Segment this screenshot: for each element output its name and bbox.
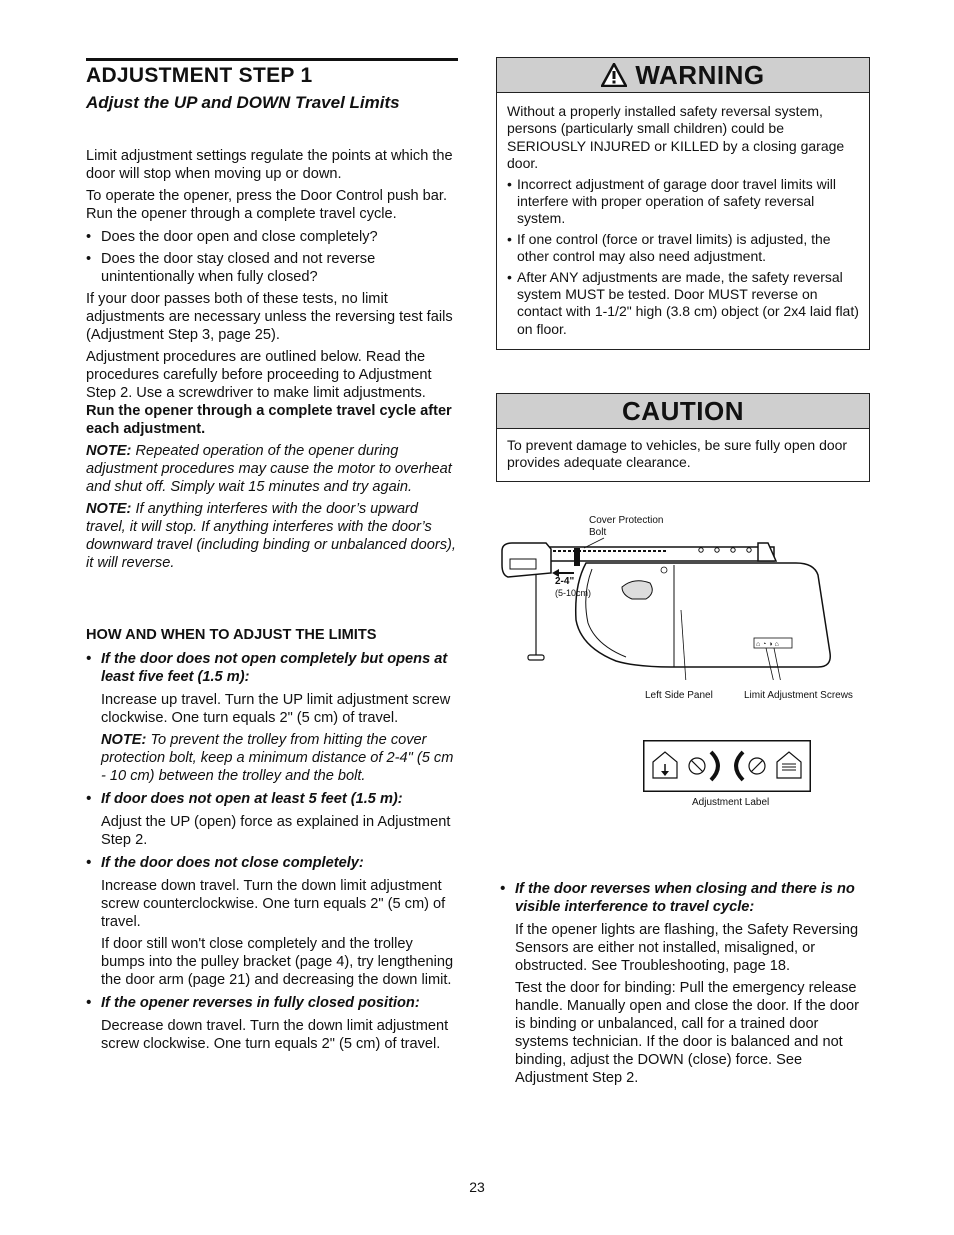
case-text: Decrease down travel. Turn the down limit adjustment screw clockwise. One turn equals 2" (5 cm) of travel.	[101, 1018, 449, 1052]
caution-body: To prevent damage to vehicles, be sure fully open door provides adequate clearance.	[507, 437, 848, 471]
how-section	[86, 626, 458, 1053]
caution-header	[497, 394, 869, 429]
figure-label-panel: Left Side Panel	[645, 690, 713, 701]
figure-label-adjustment: Adjustment Label	[692, 797, 770, 808]
case-text: Test the door for binding: Pull the emergency release handle. Manually open and close the door. If the door is binding or unbalanced, call for a trained door systems technician. If the door is balanced and not binding, adjust the DOWN (close) force. See Adjustment Step 2.	[515, 980, 860, 1086]
list-item: • If one control (force or travel limits) is adjusted, the other control may also need adjustment.	[507, 230, 831, 265]
case-text: Increase down travel. Turn the down limit adjustment screw counterclockwise. One turn equals 2" (5 cm) of travel.	[101, 878, 446, 930]
case-text: Adjust the UP (open) force as explained in Adjustment Step 2.	[101, 814, 451, 848]
warning-body	[497, 93, 869, 338]
warning-title: WARNING	[635, 60, 765, 90]
right-section	[500, 880, 872, 1087]
page-subtitle: Adjust the UP and DOWN Travel Limits	[86, 93, 400, 112]
figure-label-distance: 2-4"	[555, 576, 575, 587]
note-paragraph-1: NOTE: Repeated operation of the opener during adjustment procedures may cause the motor to overheat and shut off. Simply wait 15 minutes and try again.	[86, 443, 452, 495]
warning-header	[497, 58, 869, 93]
caution-title: CAUTION	[622, 396, 744, 426]
intro-paragraph-3: If your door passes both of these tests, no limit adjustments are necessary unless the reversing test fails (Adjustment Step 3, page 25).	[86, 291, 453, 343]
figure-label-distance-metric: (5-10cm)	[555, 588, 592, 598]
caution-box	[496, 393, 870, 482]
figure-label-bolt: Cover Protection Bolt	[589, 515, 664, 538]
case-text: If the opener lights are flashing, the Safety Reversing Sensors are either not installed, misaligned, or obstructed. See Troubleshooting, page 18.	[515, 922, 859, 974]
list-item: • Does the door stay closed and not reverse unintentionally when fully closed?	[86, 251, 376, 285]
adjustment-label-icon	[643, 740, 811, 792]
case-heading: • If the opener reverses in fully closed position:	[86, 995, 420, 1011]
warning-box	[496, 57, 870, 350]
list-item: • Incorrect adjustment of garage door travel limits will interfere with proper operation of safety reversal system.	[507, 175, 837, 227]
how-heading: HOW AND WHEN TO ADJUST THE LIMITS	[86, 627, 377, 643]
figure-label-screws: Limit Adjustment Screws	[744, 690, 853, 701]
intro-paragraph-4: Adjustment procedures are outlined below. Read the procedures carefully before proceeding to Adjustment Step 2. Use a screwdriver to make limit adjustments. Run the opener through a complete travel cycle after each adjustment.	[86, 349, 452, 437]
intro-paragraph-2: To operate the opener, press the Door Control push bar. Run the opener through a complete travel cycle.	[86, 188, 448, 222]
case-text: If door still won't close completely and the trolley bumps into the pulley bracket (page 4), try lengthening the door arm (page 21) and decreasing the down limit.	[101, 936, 454, 988]
case-heading: • If the door reverses when closing and there is no visible interference to travel cycle:	[500, 881, 855, 915]
note-paragraph-2: NOTE: If anything interferes with the door’s upward travel, it will stop. If anything interferes with the door’s downward travel (including binding or unbalanced doors), it will reverse.	[86, 501, 456, 571]
intro-paragraph-1: Limit adjustment settings regulate the points at which the door will stop when moving up or down.	[86, 148, 453, 182]
list-item: • Does the door open and close completely?	[86, 229, 378, 245]
list-item: • After ANY adjustments are made, the safety reversal system MUST be tested. Door MUST reverse on contact with 1-1/2" high (3.8 cm) object (or 2x4 laid flat) on floor.	[507, 268, 859, 337]
warning-triangle-icon	[601, 63, 627, 87]
case-text: Increase up travel. Turn the UP limit adjustment screw clockwise. One turn equals 2" (5 cm) of travel.	[101, 692, 451, 726]
svg-text:⌂ ◔ ◑ ⌂: ⌂ ◔ ◑ ⌂	[756, 641, 779, 648]
case-note: NOTE: To prevent the trolley from hitting the cover protection bolt, keep a minimum distance of 2-4" (5 cm - 10 cm) between the trolley and the bolt.	[101, 732, 454, 784]
case-heading: • If door does not open at least 5 feet (1.5 m):	[86, 791, 403, 807]
page-number: 23	[469, 1179, 485, 1195]
intro-section	[86, 147, 458, 572]
case-heading: • If the door does not open completely but opens at least five feet (1.5 m):	[86, 651, 448, 685]
page-title: ADJUSTMENT STEP 1	[86, 64, 313, 87]
top-rule	[86, 58, 458, 61]
case-heading: • If the door does not close completely:	[86, 855, 364, 871]
warning-intro: Without a properly installed safety reversal system, persons (particularly small children) could be SERIOUSLY INJURED or KILLED by a closing garage door.	[507, 103, 845, 172]
opener-illustration	[496, 535, 876, 680]
